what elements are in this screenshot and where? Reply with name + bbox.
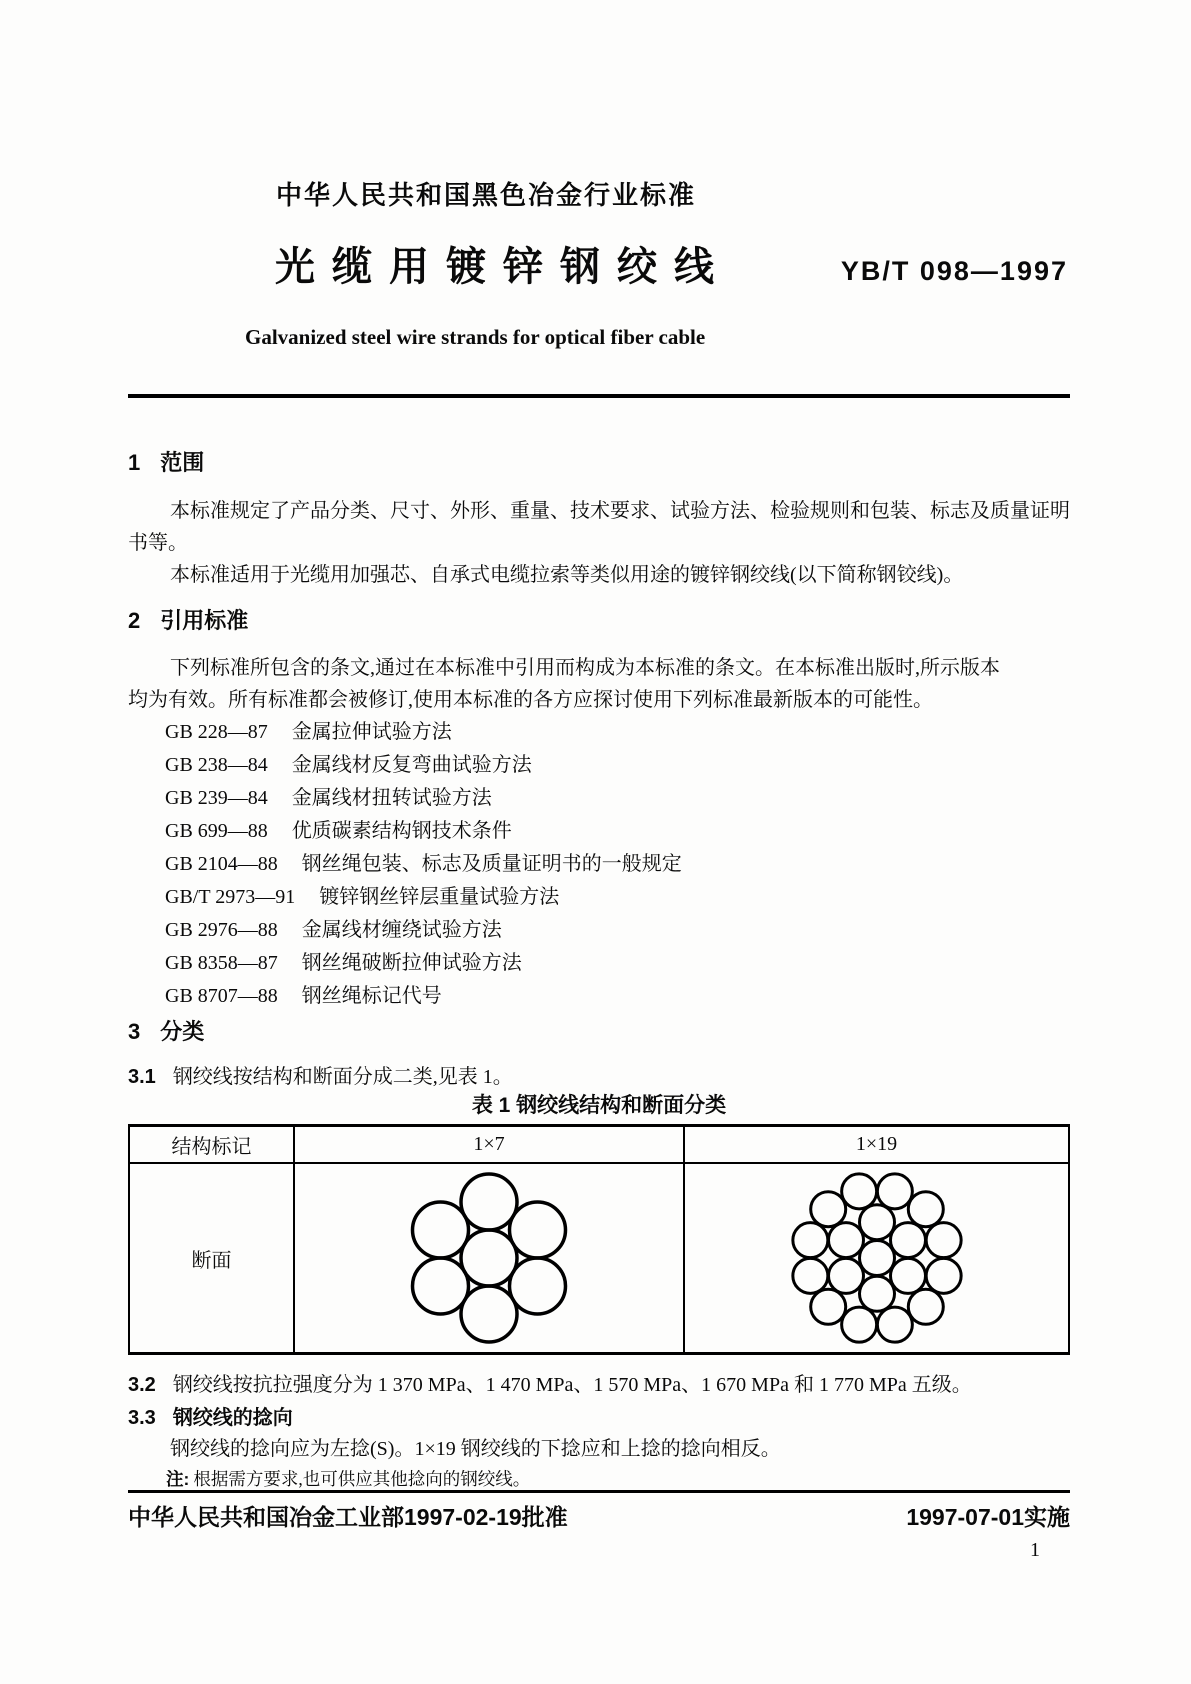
reference-item bbox=[165, 782, 1070, 815]
section-2-heading bbox=[128, 606, 1070, 636]
reference-code: GB 2976—88 bbox=[165, 919, 278, 941]
table-1-header-1x7: 1×7 bbox=[293, 1127, 683, 1162]
table-1-header-structure: 结构标记 bbox=[171, 1136, 252, 1158]
section-3-number: 3 bbox=[128, 1019, 141, 1044]
document-title: 光缆用镀锌钢绞线 bbox=[275, 245, 731, 289]
implementation-note: 1997-07-01实施 bbox=[906, 1504, 1070, 1530]
reference-item bbox=[165, 749, 1070, 782]
note-text: 根据需方要求,也可供应其他捻向的钢绞线。 bbox=[193, 1469, 531, 1489]
section-2-title: 引用标准 bbox=[160, 608, 249, 633]
reference-name: 金属线材反复弯曲试验方法 bbox=[291, 754, 532, 776]
reference-item bbox=[165, 980, 1070, 1013]
clause-3-3-title: 钢绞线的捻向 bbox=[172, 1407, 293, 1429]
clause-3-2-text: 钢绞线按抗拉强度分为 1 370 MPa、1 470 MPa、1 570 MPa、1 670 MPa 和 1 770 MPa 五级。 bbox=[172, 1374, 972, 1396]
section-1-heading bbox=[128, 448, 1070, 478]
note-label: 注: bbox=[166, 1469, 190, 1489]
reference-code: GB 2104—88 bbox=[165, 853, 278, 875]
reference-code: GB 239—84 bbox=[165, 787, 268, 809]
scope-paragraph-2: 本标准适用于光缆用加强芯、自承式电缆拉索等类似用途的镀锌钢绞线(以下简称钢铰线)。 bbox=[170, 564, 964, 586]
reference-name: 钢丝绳包装、标志及质量证明书的一般规定 bbox=[301, 853, 682, 875]
reference-code: GB/T 2973—91 bbox=[165, 886, 296, 908]
table-1-header-1x19: 1×19 bbox=[683, 1127, 1068, 1162]
reference-name: 钢丝绳标记代号 bbox=[301, 985, 442, 1007]
footer-row bbox=[128, 1502, 1070, 1532]
clause-3-1-text: 钢绞线按结构和断面分成二类,见表 1。 bbox=[172, 1066, 513, 1088]
standard-category-label: 中华人民共和国黑色冶金行业标准 bbox=[276, 180, 697, 210]
clause-3-2-number: 3.2 bbox=[128, 1374, 156, 1396]
note-line bbox=[166, 1468, 1070, 1490]
cross-section-1x7-drawing bbox=[379, 1166, 599, 1350]
scope-paragraph-1 bbox=[128, 495, 1070, 559]
reference-item bbox=[165, 914, 1070, 947]
reference-code: GB 8358—87 bbox=[165, 952, 278, 974]
section-2-number: 2 bbox=[128, 608, 141, 633]
title-row bbox=[128, 243, 1070, 291]
reference-code: GB 238—84 bbox=[165, 754, 268, 776]
cross-section-1x7-diagram bbox=[293, 1164, 683, 1352]
reference-code: GB 8707—88 bbox=[165, 985, 278, 1007]
clause-3-3-number: 3.3 bbox=[128, 1407, 156, 1429]
reference-item bbox=[165, 881, 1070, 914]
references-intro-paragraph bbox=[128, 652, 1070, 716]
reference-name: 金属线材扭转试验方法 bbox=[291, 787, 492, 809]
section-3-heading bbox=[128, 1017, 1070, 1047]
reference-code: GB 228—87 bbox=[165, 721, 268, 743]
footer-divider-rule bbox=[128, 1490, 1070, 1493]
reference-name: 金属线材缠绕试验方法 bbox=[301, 919, 502, 941]
approval-note: 中华人民共和国冶金工业部1997-02-19批准 bbox=[128, 1504, 568, 1530]
clause-3-3-body: 钢绞线的捻向应为左捻(S)。1×19 钢绞线的下捻应和上捻的捻向相反。 bbox=[170, 1438, 781, 1460]
reference-item bbox=[165, 815, 1070, 848]
clause-3-2 bbox=[128, 1370, 1070, 1400]
cross-section-1x19-drawing bbox=[767, 1166, 987, 1350]
header-divider-rule bbox=[128, 394, 1070, 398]
reference-name: 优质碳素结构钢技术条件 bbox=[291, 820, 512, 842]
reference-name: 金属拉伸试验方法 bbox=[291, 721, 452, 743]
paragraph-line: 本标准规定了产品分类、尺寸、外形、重量、技术要求、试验方法、检验规则和包装、标志及质量证明 bbox=[170, 500, 1070, 522]
cross-section-1x19-diagram bbox=[683, 1164, 1068, 1352]
section-3-title: 分类 bbox=[160, 1019, 205, 1044]
paragraph-line: 下列标准所包含的条文,通过在本标准中引用而构成为本标准的条文。在本标准出版时,所示版本 bbox=[170, 657, 1000, 679]
section-1-title: 范围 bbox=[160, 450, 205, 475]
clause-3-1 bbox=[128, 1062, 1070, 1092]
section-1-number: 1 bbox=[128, 450, 141, 475]
reference-code: GB 699—88 bbox=[165, 820, 268, 842]
reference-name: 镀锌钢丝锌层重量试验方法 bbox=[319, 886, 560, 908]
table-1-row-label: 断面 bbox=[191, 1249, 232, 1272]
clause-3-1-number: 3.1 bbox=[128, 1066, 156, 1088]
page-number: 1 bbox=[1030, 1539, 1040, 1561]
reference-item bbox=[165, 848, 1070, 881]
reference-item bbox=[165, 716, 1070, 749]
paragraph-line: 书等。 bbox=[128, 532, 188, 554]
clause-3-3-heading bbox=[128, 1403, 1070, 1433]
table-1-header-row bbox=[130, 1127, 1068, 1164]
table-1 bbox=[128, 1124, 1070, 1355]
paragraph-line: 均为有效。所有标准都会被修订,使用本标准的各方应探讨使用下列标准最新版本的可能性。 bbox=[128, 689, 933, 711]
table-1-body-row bbox=[130, 1164, 1068, 1352]
reference-list bbox=[165, 716, 1070, 1013]
table-1-caption: 表 1 钢绞线结构和断面分类 bbox=[471, 1094, 727, 1117]
reference-name: 钢丝绳破断拉伸试验方法 bbox=[301, 952, 522, 974]
standard-number: YB/T 098—1997 bbox=[840, 256, 1068, 286]
english-subtitle: Galvanized steel wire strands for optical fiber cable bbox=[245, 325, 706, 349]
reference-item bbox=[165, 947, 1070, 980]
